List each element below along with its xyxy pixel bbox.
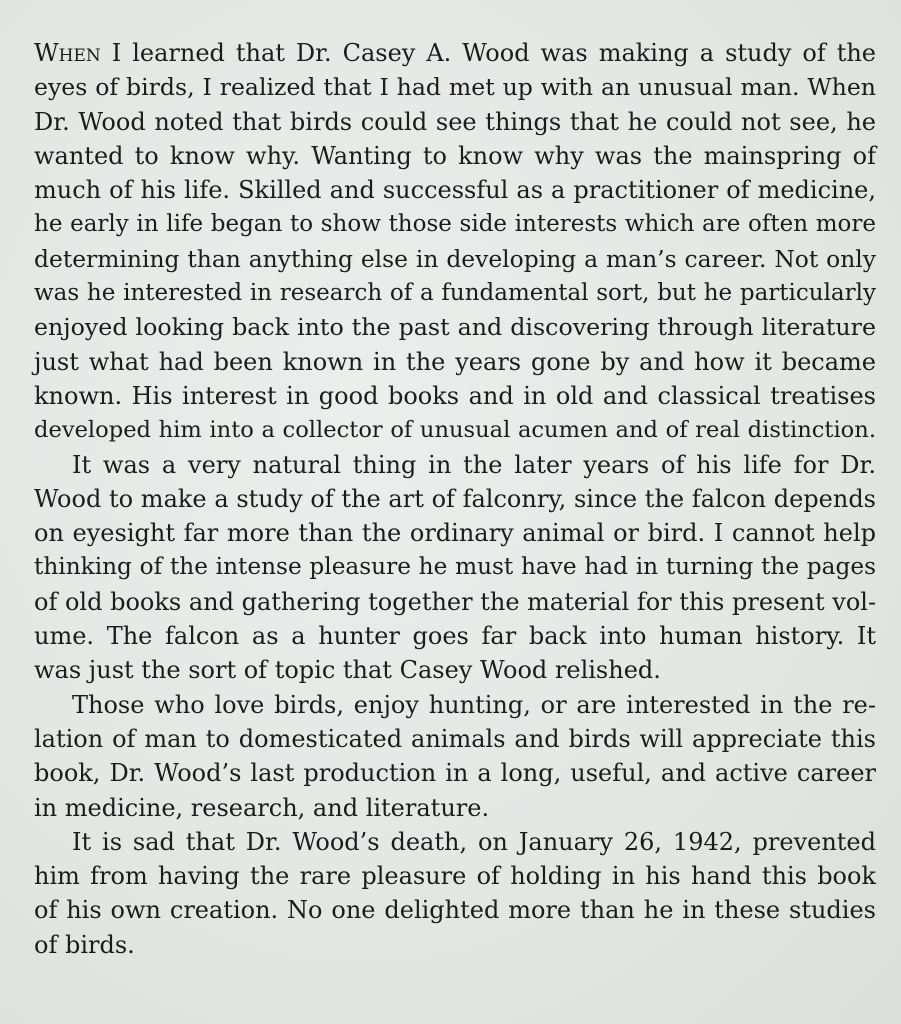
- text-line: of old books and gathering together the material for this present vol-: [34, 587, 877, 616]
- text-line: wanted to know why. Wanting to know why was the mainspring of: [34, 141, 876, 170]
- text-line: thinking of the intense pleasure he must have had in turning the pages: [34, 553, 876, 581]
- text-line: Dr. Wood noted that birds could see things that he could not see, he: [34, 107, 876, 136]
- text-line: Those who love birds, enjoy hunting, or are interested in the re-: [72, 690, 876, 719]
- text-line: ume. The falcon as a hunter goes far back into human history. It: [34, 622, 876, 651]
- text-body: [34, 36, 876, 962]
- text-line: Wood to make a study of the art of falconry, since the falcon depends: [34, 484, 876, 513]
- text-line: known. His interest in good books and in old and classical treatises: [34, 381, 876, 410]
- text-line: just what had been known in the years gone by and how it became: [34, 347, 876, 376]
- paragraph: [34, 825, 876, 962]
- paragraph: [34, 688, 876, 825]
- text-line: determining than anything else in developing a man’s career. Not only: [34, 244, 876, 273]
- text-line: It is sad that Dr. Wood’s death, on January 26, 1942, prevented: [72, 827, 876, 856]
- text-line: eyes of birds, I realized that I had met up with an unusual man. When: [34, 73, 876, 102]
- text-line: enjoyed looking back into the past and discovering through literature: [34, 313, 876, 342]
- text-line: he early in life began to show those side interests which are often more: [34, 211, 876, 238]
- line-text: I learned that Dr. Casey A. Wood was making a study of the: [100, 39, 876, 67]
- text-line: It was a very natural thing in the later years of his life for Dr.: [72, 450, 876, 479]
- paragraph: [34, 448, 876, 688]
- text-line: him from having the rare pleasure of holding in his hand this book: [34, 862, 876, 891]
- text-line: on eyesight far more than the ordinary animal or bird. I cannot help: [34, 519, 876, 548]
- text-line: of birds.: [34, 930, 135, 959]
- text-line: was just the sort of topic that Casey Wood relished.: [34, 656, 661, 685]
- text-line: was he interested in research of a fundamental sort, but he particularly: [34, 280, 876, 307]
- text-line: much of his life. Skilled and successful as a practitioner of medicine,: [34, 176, 876, 205]
- small-caps-lead: When: [34, 39, 101, 67]
- text-line: book, Dr. Wood’s last production in a long, useful, and active career: [34, 759, 876, 788]
- text-line: developed him into a collector of unusual acumen and of real distinction.: [34, 417, 876, 444]
- text-line: of his own creation. No one delighted more than he in these studies: [34, 896, 876, 925]
- text-line: [34, 36, 876, 70]
- paragraph: [34, 36, 876, 448]
- text-line: lation of man to domesticated animals and birds will appreciate this: [34, 724, 876, 753]
- text-line: in medicine, research, and literature.: [34, 793, 490, 822]
